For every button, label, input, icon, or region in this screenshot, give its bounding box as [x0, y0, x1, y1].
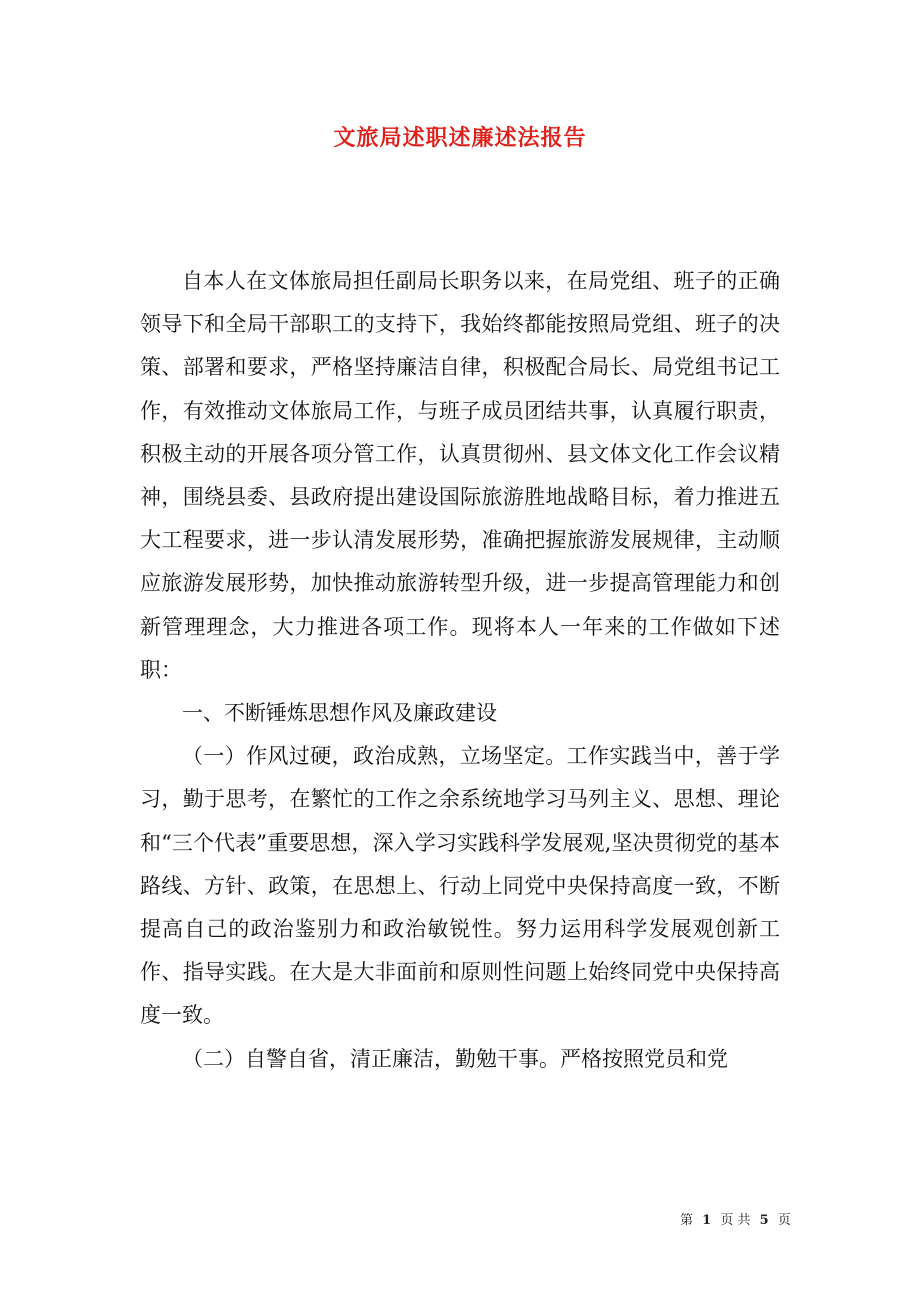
footer-suffix: 页	[777, 1213, 791, 1228]
footer-page-number: 1	[702, 1213, 712, 1228]
footer-page-total: 5	[759, 1213, 769, 1228]
footer-mid: 页 共	[720, 1213, 751, 1228]
document-title: 文旅局述职述廉述法报告	[333, 125, 587, 151]
footer-prefix: 第	[680, 1213, 694, 1228]
page-footer	[680, 1209, 791, 1228]
document-body	[140, 260, 780, 1081]
paragraph-intro: 自本人在文体旅局担任副局长职务以来，在局党组、班子的正确领导下和全局干部职工的支持下，我始终都能按照局党组、班子的决策、部署和要求，严格坚持廉洁自律，积极配合局长、局党组书记工作，有效推动文体旅局工作，与班子成员团结共事，认真履行职责，积极主动的开展各项分管工作，认真贯彻州、县文体文化工作会议精神，围绕县委、县政府提出建设国际旅游胜地战略目标，着力推进五大工程要求，进一步认清发展形势，准确把握旅游发展规律，主动顺应旅游发展形势，加快推动旅游转型升级，进一步提高管理能力和创新管理理念，大力推进各项工作。现将本人一年来的工作做如下述职：	[140, 269, 780, 682]
paragraph-subsection-2: （二）自警自省，清正廉洁，勤勉干事。严格按照党员和党	[182, 1046, 728, 1071]
section-heading-1: 一、不断锤炼思想作风及廉政建设	[182, 701, 497, 726]
paragraph-subsection-1: （一）作风过硬，政治成熟，立场坚定。工作实践当中，善于学习，勤于思考，在繁忙的工作之余系统地学习马列主义、思想、理论和“三个代表”重要思想，深入学习实践科学发展观,坚决贯彻党的基本路线、方针、政策，在思想上、行动上同党中央保持高度一致，不断提高自己的政治鉴别力和政治敏锐性。努力运用科学发展观创新工作、指导实践。在大是大非面前和原则性问题上始终同党中央保持高度一致。	[140, 744, 780, 1028]
